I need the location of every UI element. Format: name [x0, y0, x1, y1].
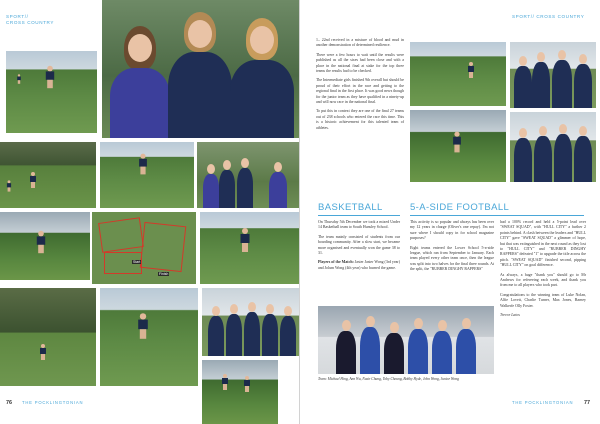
- runner-figure: [222, 374, 228, 390]
- photo-group-girls: [197, 142, 299, 208]
- photo-runner-track: [410, 42, 506, 106]
- boy-figure: [554, 124, 572, 182]
- section-label: [6, 14, 54, 26]
- girl-figure: [269, 162, 287, 208]
- boy-figure: [532, 52, 550, 108]
- boy-figure: [244, 302, 260, 356]
- girl-figure: [203, 164, 219, 208]
- photo-basketball-team: [318, 306, 494, 374]
- runner-figure: [453, 132, 461, 153]
- map-label: Finish: [159, 272, 169, 276]
- runner-figure: [30, 172, 36, 188]
- photo-runner-left: [0, 212, 90, 280]
- route-line: [140, 222, 187, 272]
- heading-rule: [318, 215, 400, 216]
- photo-team-numbers: [510, 112, 596, 182]
- route-line: [98, 217, 144, 253]
- girl-figure: [237, 158, 253, 208]
- section-label-line2: CROSS COUNTRY: [6, 20, 55, 25]
- boy-figure: [534, 126, 552, 182]
- photo-boys-group: [510, 42, 596, 108]
- runner-figure: [40, 344, 46, 360]
- team-caption: Team: Michael Hing, Ann Wu, Nasir Chung, Toby Cheung, Bobby Hyde, John Wong, Junior Wong: [318, 377, 459, 381]
- signature-name: Trevor Latos: [500, 313, 520, 318]
- runner-figure: [7, 180, 11, 191]
- boy-figure: [552, 50, 572, 108]
- boy-figure: [208, 306, 224, 356]
- heading-rule: [410, 215, 584, 216]
- player-figure: [456, 318, 476, 374]
- page-number: 77: [584, 400, 590, 406]
- players-label: Players of the Match:: [318, 260, 354, 265]
- paragraph: had a 100% record and held a 5-point lead over "SWEAT SQUAD", with "HULL CITY" a further 2 points behind. A clash between the leaders and "HULL CITY" gave "SWEAT SQUAD" a glimmer of hope, but that was extinguished in the next round as they lost to "HULL CITY" and "RUBBER DINGHY RAPPERS" defeated "1" to upgrade the title across the pitch. "SWEAT SQUAD" finished second, pipping "HULL CITY" on goal difference.: [500, 220, 586, 268]
- photo-runner-grass: [410, 110, 506, 182]
- runner-figure: [138, 313, 148, 339]
- paragraph: To put this in context they are one of the final 27 teams out of 238 schools who entered the race this time. This is a historic achievement for this talented team of athletes.: [316, 109, 404, 130]
- boy-figure: [262, 304, 278, 356]
- runner-figure: [468, 62, 474, 78]
- course-map: [92, 212, 196, 284]
- player-figure: [384, 322, 404, 374]
- runner-figure: [139, 154, 147, 175]
- photo-runner-field: [6, 51, 97, 133]
- photo-runner-right: [200, 212, 299, 284]
- runner-figure: [46, 66, 54, 88]
- girl-figure: [168, 12, 232, 138]
- paragraph: 1– 22nd received in a mixture of blood and mud in another demonstration of determined resilience.: [316, 38, 404, 48]
- photo-three-girls: [102, 0, 299, 138]
- boy-figure: [514, 56, 532, 108]
- paragraph: The Intermediate girls finished 9th overall but should be proud of their effort in the race and getting to the regional final in the first place. It was good news though for the junior team as they have qualified in a ninety-up and will now race in the national final.: [316, 78, 404, 105]
- paragraph: This activity is so popular and always has been over my 12 years in charge (Oliver's one repay). I'm not sure where I should copy in for school magazine purposes?: [410, 220, 494, 241]
- paragraph: As always, a huge "thank you" should go to Mr Andrews for refereeing each week, and thank you from me to all players who took part.: [500, 272, 586, 288]
- paragraph: On Thursday 5th December we took a mixed Under 14 Basketball team to South Hunsley School.: [318, 220, 400, 230]
- girl-figure: [110, 26, 170, 138]
- player-figure: [408, 318, 428, 374]
- runner-figure: [244, 376, 250, 392]
- basketball-heading: BASKETBALL: [318, 202, 383, 213]
- players-text: Jaster Jaster Wong (3rd year) and Jolum Wong (4th year) who burned the game.: [318, 260, 400, 270]
- girl-figure: [230, 18, 294, 138]
- page-number: 76: [6, 400, 12, 406]
- girl-figure: [219, 160, 235, 208]
- cross-country-text: [316, 38, 404, 135]
- five-a-side-col2: [500, 220, 586, 323]
- photo-runner-small: [202, 360, 278, 424]
- boy-figure: [514, 128, 532, 182]
- runner-figure: [241, 228, 250, 252]
- map-label: Start: [133, 260, 141, 264]
- section-label-line1: SPORT//: [6, 14, 29, 19]
- paragraph: Congratulations to the winning team of Luke Nolan, Alfie Lovett, Charlie Turner, Max Jones, Barney Walkerfe Olly Foster.: [500, 292, 586, 308]
- runner-figure: [37, 231, 45, 253]
- boy-figure: [574, 126, 592, 182]
- paragraph: There were a few hours to wait until the results were published as all the sixes had been close and with a place in the national final at stake for the top three teams the results had to be checked.: [316, 52, 404, 74]
- photo-runners-trees: [0, 142, 96, 208]
- boy-figure: [280, 306, 296, 356]
- photo-junior-team: [202, 288, 299, 356]
- paragraph: Eight teams entered the Lower School 5-a-side league, which ran from September to January. Each team played every other team once, then the league was split into two halves for the final three rounds. At the split, the "RUBBER DINGHY RAPPERS": [410, 245, 494, 272]
- five-a-side-col1: [410, 220, 494, 277]
- player-figure: [432, 320, 452, 374]
- right-page: [300, 0, 600, 424]
- photo-runner-bottom: [100, 288, 198, 386]
- page-footer: THE POCKLINGTONIAN: [512, 400, 574, 405]
- player-figure: [336, 320, 356, 374]
- photo-runner-center: [100, 142, 194, 208]
- signature: [500, 313, 586, 318]
- page-footer: THE POCKLINGTONIAN: [22, 400, 84, 405]
- basketball-text: [318, 220, 400, 275]
- boy-figure: [226, 304, 242, 356]
- five-a-side-heading: 5-A-SIDE FOOTBALL: [410, 202, 510, 213]
- paragraph: [318, 260, 400, 271]
- photo-runner-woods: [0, 288, 96, 386]
- section-label: SPORT// CROSS COUNTRY: [512, 14, 585, 19]
- paragraph: The team mainly consisted of students from our boarding community. After a slow start, we became more organised and eventually won the game 38 to 31.: [318, 234, 400, 256]
- runner-figure: [17, 74, 21, 84]
- player-figure: [360, 316, 380, 374]
- boy-figure: [574, 54, 592, 108]
